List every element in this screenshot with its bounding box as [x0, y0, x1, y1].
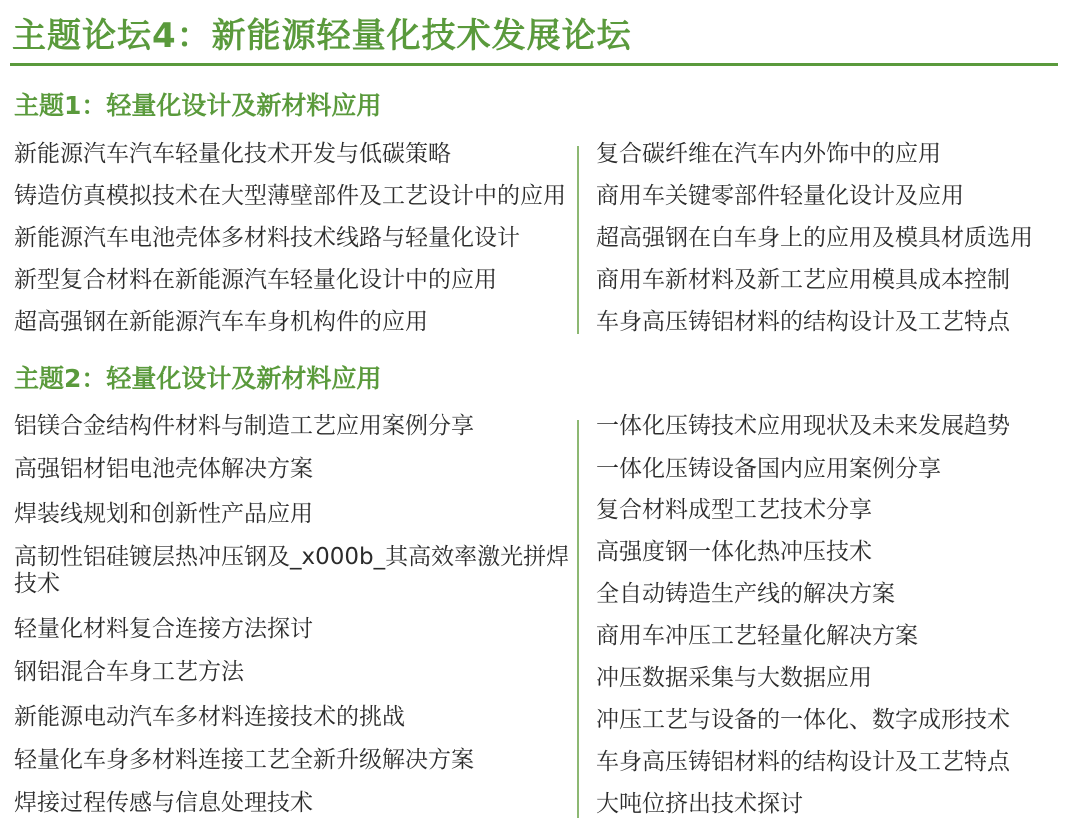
list-item: 一体化压铸技术应用现状及未来发展趋势 — [596, 413, 1010, 439]
page-title: 主题论坛4：新能源轻量化技术发展论坛 — [12, 16, 632, 56]
list-item: 铝镁合金结构件材料与制造工艺应用案例分享 — [14, 413, 474, 439]
list-item: 新能源电动汽车多材料连接技术的挑战 — [14, 704, 405, 730]
list-item: 焊装线规划和创新性产品应用 — [14, 501, 313, 527]
list-item: 复合材料成型工艺技术分享 — [596, 497, 872, 523]
list-item: 商用车新材料及新工艺应用模具成本控制 — [596, 267, 1010, 293]
list-item: 超高强钢在白车身上的应用及模具材质选用 — [596, 225, 1033, 251]
list-item: 新型复合材料在新能源汽车轻量化设计中的应用 — [14, 267, 497, 293]
list-item: 轻量化材料复合连接方法探讨 — [14, 616, 313, 642]
list-item: 冲压工艺与设备的一体化、数字成形技术 — [596, 707, 1010, 733]
list-item: 商用车关键零部件轻量化设计及应用 — [596, 183, 964, 209]
section-2-heading: 主题2：轻量化设计及新材料应用 — [14, 364, 382, 393]
section-1-column-divider — [577, 146, 579, 334]
list-item: 复合碳纤维在汽车内外饰中的应用 — [596, 141, 941, 167]
section-1-heading: 主题1：轻量化设计及新材料应用 — [14, 91, 382, 120]
list-item: 高强度钢一体化热冲压技术 — [596, 539, 872, 565]
title-underline — [10, 63, 1058, 66]
list-item: 大吨位挤出技术探讨 — [596, 791, 803, 817]
list-item: 铸造仿真模拟技术在大型薄壁部件及工艺设计中的应用 — [14, 183, 566, 209]
list-item: 超高强钢在新能源汽车车身机构件的应用 — [14, 309, 428, 335]
list-item: 商用车冲压工艺轻量化解决方案 — [596, 623, 918, 649]
list-item: 新能源汽车电池壳体多材料技术线路与轻量化设计 — [14, 225, 520, 251]
list-item: 高强铝材铝电池壳体解决方案 — [14, 456, 313, 482]
section-2-column-divider — [577, 420, 579, 818]
list-item: 焊接过程传感与信息处理技术 — [14, 790, 313, 816]
list-item: 一体化压铸设备国内应用案例分享 — [596, 456, 941, 482]
list-item: 新能源汽车汽车轻量化技术开发与低碳策略 — [14, 141, 451, 167]
list-item: 轻量化车身多材料连接工艺全新升级解决方案 — [14, 747, 474, 773]
list-item: 全自动铸造生产线的解决方案 — [596, 581, 895, 607]
list-item: 钢铝混合车身工艺方法 — [14, 659, 244, 685]
list-item: 冲压数据采集与大数据应用 — [596, 665, 872, 691]
list-item: 车身高压铸铝材料的结构设计及工艺特点 — [596, 749, 1010, 775]
list-item: 车身高压铸铝材料的结构设计及工艺特点 — [596, 309, 1010, 335]
list-item: 高韧性铝硅镀层热冲压钢及_x000b_其高效率激光拼焊技术 — [14, 544, 570, 597]
